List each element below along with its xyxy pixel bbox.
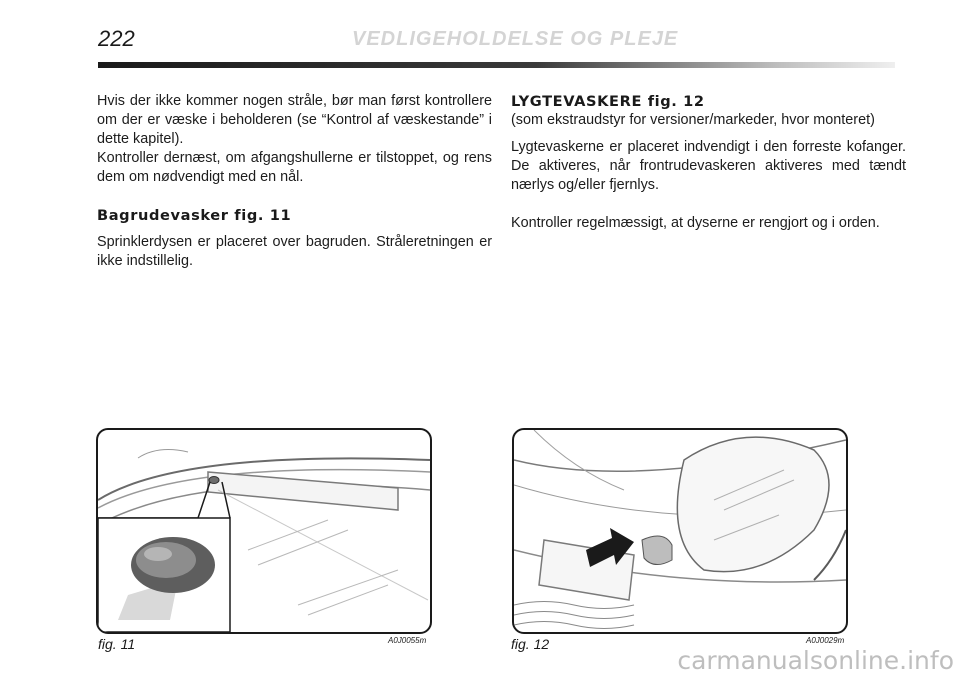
spacer bbox=[97, 225, 492, 233]
headlamp-washer-nozzle-icon bbox=[642, 536, 672, 565]
spacer bbox=[97, 187, 492, 206]
figure-12-headlamp-washer bbox=[512, 428, 848, 634]
rear-washer-heading: Bagrudevasker fig. 11 bbox=[97, 207, 292, 224]
figure-12-code: A0J0029m bbox=[806, 636, 845, 645]
right-paragraph-2: Kontroller regelmæssigt, at dyserne er rengjort og i orden. bbox=[511, 215, 880, 231]
right-paragraph-1: Lygtevaskerne er placeret indvendigt i den forreste kofanger. De aktiveres, når frontrudevaskeren aktiveres med tændt nærlys og/eller fjernlys. bbox=[511, 139, 906, 193]
spacer bbox=[511, 130, 906, 138]
left-paragraph-1: Hvis der ikke kommer nogen stråle, bør man først kontrollere om der er væske i beholderen (se “Kontrol af væskestande” i dette kapitel). bbox=[97, 93, 492, 147]
left-paragraph-3: Sprinklerdysen er placeret over bagruden. Stråleretningen er ikke indstillelig. bbox=[97, 234, 492, 269]
figure-11-rear-washer bbox=[96, 428, 432, 634]
left-paragraph-2: Kontroller dernæst, om afgangshullerne er tilstoppet, og rens dem om nødvendigt med en nål. bbox=[97, 150, 492, 185]
right-column bbox=[511, 92, 906, 233]
page-number: 222 bbox=[98, 26, 135, 51]
figure-11-code: A0J0055m bbox=[388, 636, 427, 645]
rear-washer-illustration bbox=[98, 430, 430, 632]
watermark: carmanualsonline.info bbox=[677, 646, 954, 675]
figure-11-caption: fig. 11 bbox=[98, 636, 136, 652]
left-column bbox=[97, 92, 492, 271]
headlamp-washer-illustration bbox=[514, 430, 846, 632]
headlamp-washer-subheading: (som ekstraudstyr for versioner/markeder, hvor monteret) bbox=[511, 112, 875, 128]
figure-12-caption: fig. 12 bbox=[511, 636, 550, 652]
section-title: VEDLIGEHOLDELSE OG PLEJE bbox=[352, 28, 679, 50]
spacer bbox=[511, 195, 906, 214]
header-rule bbox=[98, 62, 895, 68]
headlamp-washer-heading: LYGTEVASKERE fig. 12 bbox=[511, 93, 705, 110]
